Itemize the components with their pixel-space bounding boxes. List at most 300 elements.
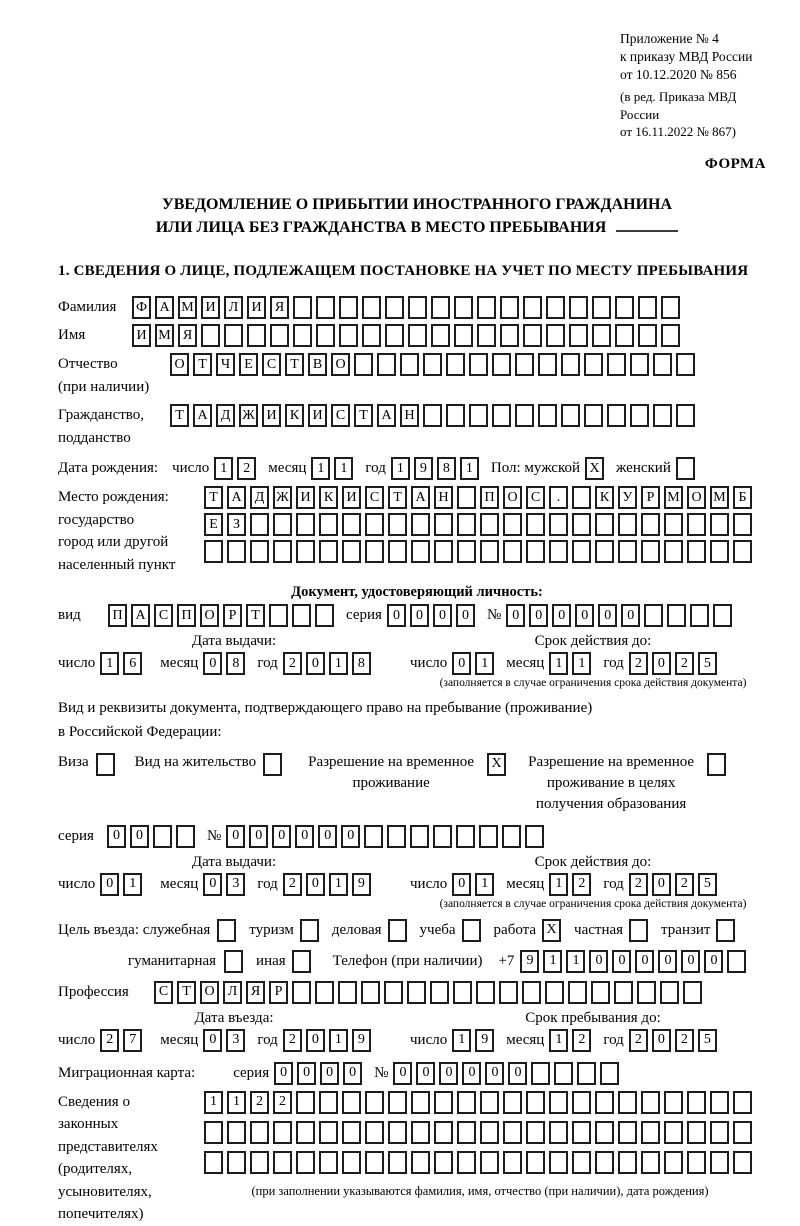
- char-cell[interactable]: [499, 981, 518, 1004]
- char-cell[interactable]: И: [308, 404, 327, 427]
- char-cell[interactable]: О: [503, 486, 522, 509]
- char-cell[interactable]: [388, 1151, 407, 1174]
- char-cell[interactable]: [480, 1121, 499, 1144]
- checkbox-cell[interactable]: X: [487, 753, 506, 776]
- checkbox-cell[interactable]: [224, 950, 243, 973]
- char-cell[interactable]: Т: [388, 486, 407, 509]
- char-cell[interactable]: Т: [177, 981, 196, 1004]
- char-cell[interactable]: [526, 540, 545, 563]
- char-cell[interactable]: 1: [334, 457, 353, 480]
- char-cell[interactable]: [637, 981, 656, 1004]
- char-cell[interactable]: [457, 513, 476, 536]
- char-cell[interactable]: [526, 513, 545, 536]
- char-cell[interactable]: Я: [270, 296, 289, 319]
- char-cell[interactable]: Т: [354, 404, 373, 427]
- char-cell[interactable]: [584, 404, 603, 427]
- char-cell[interactable]: [733, 1121, 752, 1144]
- char-cell[interactable]: [273, 1121, 292, 1144]
- char-cell[interactable]: [595, 1091, 614, 1114]
- char-cell[interactable]: [561, 404, 580, 427]
- char-cell[interactable]: [339, 296, 358, 319]
- checkbox-cell[interactable]: [263, 753, 282, 776]
- char-cell[interactable]: [630, 404, 649, 427]
- char-cell[interactable]: [410, 825, 429, 848]
- char-cell[interactable]: [480, 1091, 499, 1114]
- char-cell[interactable]: [365, 1121, 384, 1144]
- char-cell[interactable]: [377, 353, 396, 376]
- char-cell[interactable]: 6: [123, 652, 142, 675]
- char-cell[interactable]: [365, 1091, 384, 1114]
- char-cell[interactable]: [595, 1121, 614, 1144]
- char-cell[interactable]: [526, 1151, 545, 1174]
- char-cell[interactable]: 1: [329, 1029, 348, 1052]
- char-cell[interactable]: [660, 981, 679, 1004]
- char-cell[interactable]: [710, 513, 729, 536]
- char-cell[interactable]: А: [193, 404, 212, 427]
- char-cell[interactable]: 0: [598, 604, 617, 627]
- char-cell[interactable]: Т: [246, 604, 265, 627]
- char-cell[interactable]: [653, 404, 672, 427]
- char-cell[interactable]: К: [595, 486, 614, 509]
- char-cell[interactable]: [454, 296, 473, 319]
- char-cell[interactable]: 1: [391, 457, 410, 480]
- char-cell[interactable]: [270, 324, 289, 347]
- char-cell[interactable]: У: [618, 486, 637, 509]
- char-cell[interactable]: 0: [635, 950, 654, 973]
- char-cell[interactable]: [591, 981, 610, 1004]
- char-cell[interactable]: Е: [204, 513, 223, 536]
- char-cell[interactable]: [549, 540, 568, 563]
- char-cell[interactable]: 2: [273, 1091, 292, 1114]
- char-cell[interactable]: [531, 1062, 550, 1085]
- char-cell[interactable]: [641, 1151, 660, 1174]
- char-cell[interactable]: 9: [352, 873, 371, 896]
- char-cell[interactable]: 1: [100, 652, 119, 675]
- char-cell[interactable]: [664, 540, 683, 563]
- char-cell[interactable]: [595, 1151, 614, 1174]
- char-cell[interactable]: [525, 825, 544, 848]
- char-cell[interactable]: А: [131, 604, 150, 627]
- char-cell[interactable]: [434, 513, 453, 536]
- char-cell[interactable]: 3: [226, 1029, 245, 1052]
- char-cell[interactable]: [339, 324, 358, 347]
- char-cell[interactable]: [480, 513, 499, 536]
- char-cell[interactable]: [572, 1091, 591, 1114]
- char-cell[interactable]: [545, 981, 564, 1004]
- char-cell[interactable]: [572, 1121, 591, 1144]
- char-cell[interactable]: 0: [320, 1062, 339, 1085]
- char-cell[interactable]: [456, 825, 475, 848]
- char-cell[interactable]: [607, 404, 626, 427]
- checkbox-cell[interactable]: [388, 919, 407, 942]
- char-cell[interactable]: [316, 324, 335, 347]
- char-cell[interactable]: 5: [698, 873, 717, 896]
- char-cell[interactable]: 1: [549, 1029, 568, 1052]
- checkbox-cell[interactable]: [300, 919, 319, 942]
- char-cell[interactable]: [710, 1151, 729, 1174]
- char-cell[interactable]: 0: [318, 825, 337, 848]
- char-cell[interactable]: К: [319, 486, 338, 509]
- char-cell[interactable]: [710, 1091, 729, 1114]
- char-cell[interactable]: П: [177, 604, 196, 627]
- char-cell[interactable]: С: [526, 486, 545, 509]
- char-cell[interactable]: 0: [658, 950, 677, 973]
- char-cell[interactable]: [457, 1121, 476, 1144]
- char-cell[interactable]: С: [154, 604, 173, 627]
- checkbox-cell[interactable]: [292, 950, 311, 973]
- char-cell[interactable]: [227, 540, 246, 563]
- char-cell[interactable]: 0: [130, 825, 149, 848]
- char-cell[interactable]: 0: [456, 604, 475, 627]
- char-cell[interactable]: [338, 981, 357, 1004]
- char-cell[interactable]: [572, 540, 591, 563]
- char-cell[interactable]: 0: [306, 873, 325, 896]
- char-cell[interactable]: [683, 981, 702, 1004]
- char-cell[interactable]: [618, 1121, 637, 1144]
- char-cell[interactable]: [500, 324, 519, 347]
- char-cell[interactable]: [296, 540, 315, 563]
- char-cell[interactable]: 0: [272, 825, 291, 848]
- char-cell[interactable]: 0: [297, 1062, 316, 1085]
- char-cell[interactable]: 1: [549, 652, 568, 675]
- char-cell[interactable]: [584, 353, 603, 376]
- char-cell[interactable]: [503, 1151, 522, 1174]
- char-cell[interactable]: [618, 540, 637, 563]
- char-cell[interactable]: [546, 324, 565, 347]
- char-cell[interactable]: [316, 296, 335, 319]
- char-cell[interactable]: [387, 825, 406, 848]
- char-cell[interactable]: 7: [123, 1029, 142, 1052]
- char-cell[interactable]: [549, 1151, 568, 1174]
- char-cell[interactable]: [250, 1151, 269, 1174]
- char-cell[interactable]: [153, 825, 172, 848]
- char-cell[interactable]: 1: [329, 652, 348, 675]
- char-cell[interactable]: [554, 1062, 573, 1085]
- char-cell[interactable]: 1: [475, 873, 494, 896]
- char-cell[interactable]: 0: [343, 1062, 362, 1085]
- char-cell[interactable]: 0: [652, 652, 671, 675]
- char-cell[interactable]: [526, 1121, 545, 1144]
- char-cell[interactable]: И: [247, 296, 266, 319]
- char-cell[interactable]: [408, 324, 427, 347]
- char-cell[interactable]: И: [132, 324, 151, 347]
- char-cell[interactable]: [710, 1121, 729, 1144]
- char-cell[interactable]: Е: [239, 353, 258, 376]
- char-cell[interactable]: 0: [410, 604, 429, 627]
- char-cell[interactable]: А: [377, 404, 396, 427]
- char-cell[interactable]: Д: [216, 404, 235, 427]
- char-cell[interactable]: [615, 296, 634, 319]
- char-cell[interactable]: [713, 604, 732, 627]
- char-cell[interactable]: П: [480, 486, 499, 509]
- char-cell[interactable]: 1: [123, 873, 142, 896]
- char-cell[interactable]: [469, 353, 488, 376]
- char-cell[interactable]: С: [262, 353, 281, 376]
- char-cell[interactable]: Я: [246, 981, 265, 1004]
- char-cell[interactable]: 0: [485, 1062, 504, 1085]
- char-cell[interactable]: С: [331, 404, 350, 427]
- char-cell[interactable]: 1: [311, 457, 330, 480]
- char-cell[interactable]: 2: [629, 652, 648, 675]
- char-cell[interactable]: [502, 825, 521, 848]
- char-cell[interactable]: Д: [250, 486, 269, 509]
- char-cell[interactable]: 0: [462, 1062, 481, 1085]
- char-cell[interactable]: [687, 1091, 706, 1114]
- char-cell[interactable]: [664, 1151, 683, 1174]
- char-cell[interactable]: 8: [226, 652, 245, 675]
- char-cell[interactable]: [430, 981, 449, 1004]
- char-cell[interactable]: Н: [434, 486, 453, 509]
- char-cell[interactable]: 1: [227, 1091, 246, 1114]
- char-cell[interactable]: 1: [329, 873, 348, 896]
- char-cell[interactable]: [296, 1091, 315, 1114]
- char-cell[interactable]: 0: [203, 873, 222, 896]
- char-cell[interactable]: 9: [520, 950, 539, 973]
- char-cell[interactable]: [492, 353, 511, 376]
- char-cell[interactable]: 1: [566, 950, 585, 973]
- char-cell[interactable]: [592, 324, 611, 347]
- char-cell[interactable]: 8: [352, 652, 371, 675]
- char-cell[interactable]: М: [664, 486, 683, 509]
- char-cell[interactable]: [388, 513, 407, 536]
- char-cell[interactable]: [480, 540, 499, 563]
- char-cell[interactable]: Ч: [216, 353, 235, 376]
- char-cell[interactable]: 0: [612, 950, 631, 973]
- char-cell[interactable]: Л: [223, 981, 242, 1004]
- char-cell[interactable]: [342, 540, 361, 563]
- char-cell[interactable]: [434, 1091, 453, 1114]
- char-cell[interactable]: [292, 604, 311, 627]
- char-cell[interactable]: [273, 1151, 292, 1174]
- char-cell[interactable]: [595, 513, 614, 536]
- char-cell[interactable]: Т: [170, 404, 189, 427]
- char-cell[interactable]: 0: [439, 1062, 458, 1085]
- char-cell[interactable]: 1: [214, 457, 233, 480]
- char-cell[interactable]: 2: [675, 652, 694, 675]
- char-cell[interactable]: [365, 540, 384, 563]
- char-cell[interactable]: И: [201, 296, 220, 319]
- char-cell[interactable]: А: [155, 296, 174, 319]
- char-cell[interactable]: И: [262, 404, 281, 427]
- char-cell[interactable]: Т: [204, 486, 223, 509]
- char-cell[interactable]: О: [200, 604, 219, 627]
- char-cell[interactable]: [733, 1091, 752, 1114]
- char-cell[interactable]: М: [155, 324, 174, 347]
- char-cell[interactable]: В: [308, 353, 327, 376]
- char-cell[interactable]: Ж: [273, 486, 292, 509]
- char-cell[interactable]: Т: [193, 353, 212, 376]
- checkbox-cell[interactable]: [629, 919, 648, 942]
- char-cell[interactable]: [618, 1091, 637, 1114]
- char-cell[interactable]: [354, 353, 373, 376]
- checkbox-cell[interactable]: [217, 919, 236, 942]
- char-cell[interactable]: [667, 604, 686, 627]
- char-cell[interactable]: 0: [274, 1062, 293, 1085]
- char-cell[interactable]: [503, 1121, 522, 1144]
- char-cell[interactable]: [400, 353, 419, 376]
- char-cell[interactable]: [296, 513, 315, 536]
- char-cell[interactable]: [342, 1091, 361, 1114]
- char-cell[interactable]: [561, 353, 580, 376]
- char-cell[interactable]: [385, 324, 404, 347]
- char-cell[interactable]: 0: [226, 825, 245, 848]
- char-cell[interactable]: 0: [433, 604, 452, 627]
- char-cell[interactable]: [676, 404, 695, 427]
- char-cell[interactable]: [690, 604, 709, 627]
- char-cell[interactable]: [469, 404, 488, 427]
- char-cell[interactable]: 5: [698, 652, 717, 675]
- char-cell[interactable]: [407, 981, 426, 1004]
- char-cell[interactable]: [569, 296, 588, 319]
- char-cell[interactable]: [457, 1091, 476, 1114]
- char-cell[interactable]: 2: [572, 873, 591, 896]
- char-cell[interactable]: С: [154, 981, 173, 1004]
- char-cell[interactable]: [641, 1091, 660, 1114]
- char-cell[interactable]: [411, 1091, 430, 1114]
- char-cell[interactable]: 0: [506, 604, 525, 627]
- char-cell[interactable]: Н: [400, 404, 419, 427]
- char-cell[interactable]: 8: [437, 457, 456, 480]
- char-cell[interactable]: [523, 324, 542, 347]
- char-cell[interactable]: 2: [100, 1029, 119, 1052]
- char-cell[interactable]: 0: [295, 825, 314, 848]
- char-cell[interactable]: [549, 1121, 568, 1144]
- char-cell[interactable]: 1: [460, 457, 479, 480]
- checkbox-cell[interactable]: X: [585, 457, 604, 480]
- char-cell[interactable]: [676, 353, 695, 376]
- char-cell[interactable]: [247, 324, 266, 347]
- char-cell[interactable]: [362, 296, 381, 319]
- char-cell[interactable]: [664, 513, 683, 536]
- char-cell[interactable]: [342, 1151, 361, 1174]
- char-cell[interactable]: 0: [681, 950, 700, 973]
- char-cell[interactable]: [607, 353, 626, 376]
- checkbox-cell[interactable]: X: [542, 919, 561, 942]
- char-cell[interactable]: О: [200, 981, 219, 1004]
- char-cell[interactable]: [515, 353, 534, 376]
- char-cell[interactable]: .: [549, 486, 568, 509]
- char-cell[interactable]: [477, 296, 496, 319]
- char-cell[interactable]: 2: [283, 873, 302, 896]
- char-cell[interactable]: [538, 353, 557, 376]
- char-cell[interactable]: 2: [675, 873, 694, 896]
- char-cell[interactable]: [431, 296, 450, 319]
- char-cell[interactable]: 0: [306, 1029, 325, 1052]
- char-cell[interactable]: 1: [452, 1029, 471, 1052]
- char-cell[interactable]: [388, 1121, 407, 1144]
- char-cell[interactable]: [204, 1151, 223, 1174]
- char-cell[interactable]: [227, 1151, 246, 1174]
- char-cell[interactable]: [630, 353, 649, 376]
- char-cell[interactable]: [411, 513, 430, 536]
- char-cell[interactable]: [273, 513, 292, 536]
- char-cell[interactable]: [296, 1121, 315, 1144]
- char-cell[interactable]: 0: [203, 652, 222, 675]
- char-cell[interactable]: Р: [269, 981, 288, 1004]
- char-cell[interactable]: Р: [223, 604, 242, 627]
- char-cell[interactable]: [319, 540, 338, 563]
- char-cell[interactable]: 9: [352, 1029, 371, 1052]
- char-cell[interactable]: [446, 404, 465, 427]
- char-cell[interactable]: [434, 540, 453, 563]
- char-cell[interactable]: [644, 604, 663, 627]
- checkbox-cell[interactable]: [707, 753, 726, 776]
- char-cell[interactable]: 0: [508, 1062, 527, 1085]
- char-cell[interactable]: [618, 513, 637, 536]
- char-cell[interactable]: 2: [629, 873, 648, 896]
- char-cell[interactable]: 0: [416, 1062, 435, 1085]
- char-cell[interactable]: 3: [226, 873, 245, 896]
- char-cell[interactable]: 0: [652, 873, 671, 896]
- char-cell[interactable]: [653, 353, 672, 376]
- char-cell[interactable]: [641, 1121, 660, 1144]
- char-cell[interactable]: [733, 540, 752, 563]
- char-cell[interactable]: З: [227, 513, 246, 536]
- char-cell[interactable]: [523, 296, 542, 319]
- char-cell[interactable]: [638, 324, 657, 347]
- char-cell[interactable]: [526, 1091, 545, 1114]
- char-cell[interactable]: [687, 1151, 706, 1174]
- char-cell[interactable]: [661, 296, 680, 319]
- char-cell[interactable]: М: [710, 486, 729, 509]
- char-cell[interactable]: [361, 981, 380, 1004]
- char-cell[interactable]: [664, 1091, 683, 1114]
- char-cell[interactable]: 0: [529, 604, 548, 627]
- char-cell[interactable]: [538, 404, 557, 427]
- char-cell[interactable]: [480, 1151, 499, 1174]
- char-cell[interactable]: 2: [675, 1029, 694, 1052]
- char-cell[interactable]: [319, 1151, 338, 1174]
- char-cell[interactable]: [641, 513, 660, 536]
- char-cell[interactable]: [592, 296, 611, 319]
- char-cell[interactable]: [319, 1121, 338, 1144]
- char-cell[interactable]: 2: [250, 1091, 269, 1114]
- char-cell[interactable]: 1: [543, 950, 562, 973]
- char-cell[interactable]: [388, 1091, 407, 1114]
- char-cell[interactable]: [411, 1121, 430, 1144]
- char-cell[interactable]: 1: [475, 652, 494, 675]
- char-cell[interactable]: [492, 404, 511, 427]
- char-cell[interactable]: [204, 540, 223, 563]
- char-cell[interactable]: [710, 540, 729, 563]
- char-cell[interactable]: [549, 513, 568, 536]
- char-cell[interactable]: [457, 540, 476, 563]
- char-cell[interactable]: [546, 296, 565, 319]
- char-cell[interactable]: [269, 604, 288, 627]
- char-cell[interactable]: [549, 1091, 568, 1114]
- char-cell[interactable]: [315, 604, 334, 627]
- char-cell[interactable]: [615, 324, 634, 347]
- char-cell[interactable]: [388, 540, 407, 563]
- char-cell[interactable]: 0: [621, 604, 640, 627]
- char-cell[interactable]: [641, 540, 660, 563]
- char-cell[interactable]: [572, 1151, 591, 1174]
- char-cell[interactable]: [250, 513, 269, 536]
- char-cell[interactable]: 5: [698, 1029, 717, 1052]
- char-cell[interactable]: [342, 1121, 361, 1144]
- char-cell[interactable]: К: [285, 404, 304, 427]
- char-cell[interactable]: [568, 981, 587, 1004]
- char-cell[interactable]: [687, 1121, 706, 1144]
- char-cell[interactable]: [614, 981, 633, 1004]
- char-cell[interactable]: Ж: [239, 404, 258, 427]
- char-cell[interactable]: О: [687, 486, 706, 509]
- char-cell[interactable]: О: [170, 353, 189, 376]
- char-cell[interactable]: [572, 486, 591, 509]
- char-cell[interactable]: Б: [733, 486, 752, 509]
- char-cell[interactable]: [727, 950, 746, 973]
- char-cell[interactable]: [423, 353, 442, 376]
